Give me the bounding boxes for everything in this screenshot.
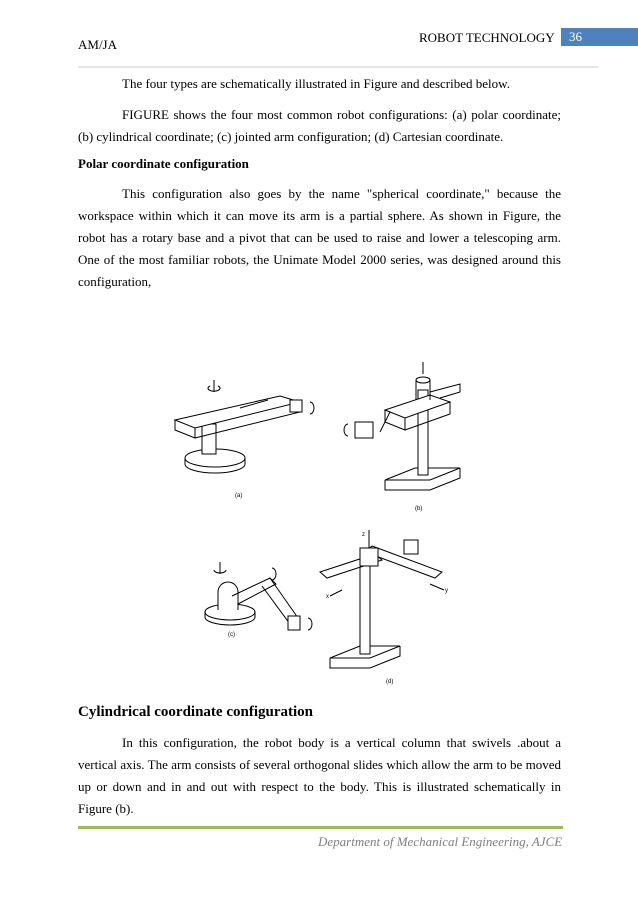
- axis-label-x: x: [326, 594, 329, 600]
- axis-label-z: z: [362, 532, 365, 538]
- figure-c-jointed-arm-robot: [205, 562, 312, 630]
- figure-b-cylindrical-robot: [344, 362, 460, 490]
- figure-label-a: (a): [235, 493, 243, 499]
- page-number-badge: 36: [561, 28, 638, 46]
- heading-polar-coordinate: Polar coordinate configuration: [78, 156, 249, 171]
- figure-d-cartesian-robot: [320, 530, 444, 668]
- paragraph-cylindrical-coordinate: In this configuration, the robot body is a vertical column that swivels .about a vertical axis. The arm consists of several orthogonal slides which allow the arm to be moved up or down and in and out with respect to the body. This is illustrated schematically in Figure (b).: [78, 735, 561, 816]
- paragraph-figure-description: FIGURE shows the four most common robot configurations: (a) polar coordinate; (b) cylindrical coordinate; (c) jointed arm configuration; (d) Cartesian coordinate.: [78, 107, 561, 144]
- header-title: ROBOT TECHNOLOGY: [419, 30, 555, 45]
- footer-divider: [78, 826, 563, 829]
- paragraph-intro: The four types are schematically illustrated in Figure and described below.: [122, 76, 510, 91]
- footer-department-text: Department of Mechanical Engineering, AJCE: [318, 834, 563, 849]
- figure-label-d: (d): [386, 679, 394, 685]
- paragraph-polar-coordinate: This configuration also goes by the name "spherical coordinate," because the workspace within which it can move its arm is a partial sphere. As shown in Figure, the robot has a rotary base and a pivot that can be used to raise and lower a telescoping arm. One of the most familiar robots, the Unimate Model 2000 series, was designed around this configuration,: [78, 186, 561, 289]
- figure-label-b: (b): [415, 506, 423, 512]
- figure-label-c: (c): [228, 632, 235, 638]
- header-divider: [78, 66, 598, 68]
- heading-cylindrical-coordinate: Cylindrical coordinate configuration: [78, 704, 313, 720]
- axis-label-y: y: [445, 588, 448, 594]
- header-left-text: AM/JA: [78, 37, 118, 52]
- robot-configurations-figure: [160, 340, 480, 690]
- figure-a-polar-robot: [175, 380, 314, 473]
